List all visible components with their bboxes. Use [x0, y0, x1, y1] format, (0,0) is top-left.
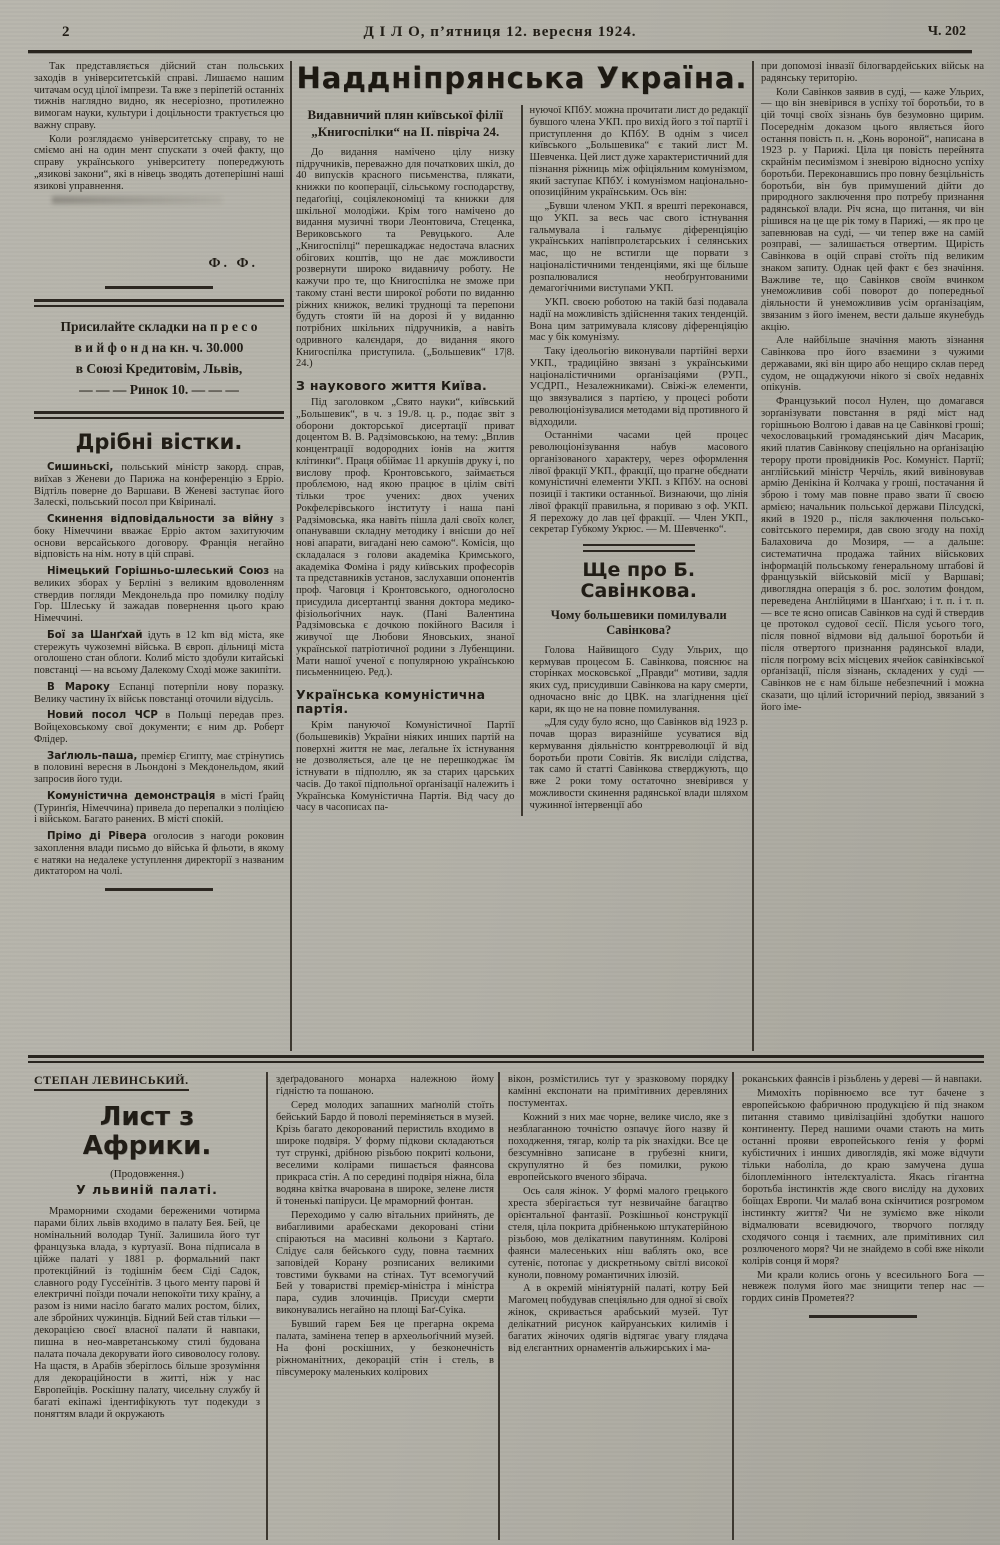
appeal-line: Присилайте складки на п р е с о — [60, 318, 258, 334]
masthead-title: Д І Л О, п’ятниця 12. вересня 1924. — [363, 24, 637, 40]
news-brief-lead: Бої за Шанґхай — [47, 629, 143, 641]
news-brief-item — [34, 462, 284, 509]
feuilleton-continuation: роканських фаянсів і різьблень у дереві — й навпаки. — [742, 1074, 983, 1085]
news-brief-text: оголосив з нагоди роковин захоплення влади письмо до війська й фльоти, в якому є натяки на недалеке уступлення директорії з названим диктатором на чолі. — [34, 831, 285, 878]
feuilleton-paragraph: Ми крали колись огонь у всесильного Бога — невжеж полумя його має знищити тепер нас — гордих синів Прометея?? — [742, 1269, 984, 1305]
column-4 — [754, 61, 986, 1051]
feuilleton-paragraph: Мимохіть порівнюємо все тут бачене з европейською фабричною продукцією й під знаком питання ставимо цивілізаційні здобутки нашого континенту. Перед нашими очами стають на мить останні прояви европейського ґенія у формі кубістичних і инших дивоглядів, які може відчути тільки наболіла, до краю замучена душа білоплемінного інтелєктуаліста. Якась гігантна боротьба інстинктів жде свого висліду на духових боїщах Европи. Чи малаб вона скінчитися розгромом інстинкту життя? Чи не зуміємо вже ніколи відмалювати всевидючого, творчого погляду сходячого сонця і таємних, але примітивних сил розлюченого моря? Чи не знайдемо в собі вже ніколи колірів сонця й моря? — [742, 1087, 984, 1267]
news-brief-item — [34, 751, 284, 786]
appeal-bottom-rule — [34, 411, 284, 419]
news-brief-item — [34, 682, 284, 706]
feuilleton-section — [30, 1072, 986, 1540]
column-1 — [30, 61, 290, 1051]
article-paragraph: Коли Савінков заявив в суді, — каже Ульрих, — що він зневірився в успіху тої боротьби, то в цій точці своїх зізнань був безумовно щирим. Посереднім доказом цього являється його остання повість п. н. „Конь вороной“, написана в 1923 р. у Парижі. Ціла ця повість перейнята скрайнім песимізмом і зневірою відносно успіху боротьби. Переконавшись про повну безцільність боротьби, він був примушений дійти до природного заключення про потребу признання радянської влади. Річ ясна, що питання, чи він рішився на це ще рік тому в Парижі, — як про це запевнював на суді, — чи тепер вже на самій розправі, — залишається отвертим. Щирість Савінкова в оцій справі стоїть під великим знаком запиту. Однак цей факт є без значіння. Важливе те, що Савінков своїм вчинком унеможливив собі поворот до попередньої діяльности й унеможливив усім орґанізаціям, звязаним з його іменем, вести дальше якунебудь акцію. — [761, 86, 984, 333]
masthead-rule — [28, 50, 972, 53]
feuilleton-byline: СТЕПАН ЛЕВИНСЬКИЙ. — [34, 1074, 189, 1091]
news-brief-text: ідуть в 12 km від міста, яке стережуть чужоземні війська. В європ. дільниці міста оголошено стан облоги. Колиб місто здобули китайські повстанці — на всьому Далекому Сході може закипіти. — [34, 629, 284, 677]
lead-paragraph: Так представляється дійсний стан польських заходів в університетській справі. Лишаємо нашим читачам осуд цілої імпрези. Та вже з періпетій останніх тижнів наглядно видно, як несеріозно, протилежно вимогам науки, культури і доцільности трактується цю важну справу. — [34, 61, 284, 131]
end-divider — [809, 1315, 917, 1318]
appeal-line: в Союзі Кредитовім, Львів, — [75, 360, 243, 376]
news-brief-text: Еспанці потерпіли нову поразку. Велику частину їх військ повстанці оточили відусіль. — [34, 681, 285, 705]
feuilleton-continuation: здеґрадованого монарха належною йому гідністю та пошаною. — [276, 1074, 494, 1097]
masthead — [0, 22, 1000, 48]
news-brief-text: в місті Ґрайц (Туринґія, Німеччина) привела до перепалки з поліцією і військом. Багато ранених. В місті спокій. — [34, 790, 284, 826]
article-paragraph: Голова Найвищого Суду Ульрих, що кермував процесом Б. Савінкова, пояснює на сторінках московської „Правди“ мотиви, задля яких суд, присудивши Савінкова на кару смерти, одночасно вніс до ЦВК. на злагіднення цієї кари, як що не на повне помилування. — [529, 644, 748, 715]
news-brief-lead: Комуністична демонстрація — [47, 790, 216, 802]
section-divider — [105, 286, 213, 289]
article-title: Українська комуністична партія. — [296, 687, 486, 717]
article-paragraph: Але найбільше значіння мають зізнання Савінкова про його взаємини з чужими державами, які він щиро або нещиро склав перед судом, не ощаджуючи нікого зі своїх недавніх опікунів. — [761, 335, 984, 394]
savinkov-article-title: Ще про Б. Савінкова. — [580, 559, 697, 603]
article-paragraph: Французький посол Нулен, що домагався зорґанізувати повстання в ряді міст над горішньою Волгою і давав на це Савінкові гроші; чехословацький громадянський діяч Масарик, який платив Савінкову спеціяльно на орґанізацію терору проти провідників Рос. Комуніст. Партії; англійський міністр Черчіль, який вивіновував армію Денікіна й Колчака у гроші, постачання й зброю і тому мав повне право звати її своєю армією; начальник польської держави Пілсудскі, який в 1920 р., після заключення польсько-совітського перемиря, дав свою згоду на похід Балаховича до Мозиря, — а дальше: систематична продажа тайних військових інформацій польському ґенеральному штабові й французькій військовій місії у Варшаві; дивоглядна операція з б. рос. золотим фондом, переведена Анґлійцями в Шанґхаю; і т. п. і т. п. — все те ясно описав Савінков на суді й ствердив це протокол судової сесії. Після усього того, після повної відмови від дальшої боротьби й після отвертого признання радянської влади, після погрому всіх місцевих ячейок савінківської орґанізації, після зізнань, складених у суді — Савінков не є нам більше небезпечний і можна сказати, що цілий історичний період, звязаний з його іме- — [761, 396, 984, 713]
article-continuation: нуючої КПбУ. можна прочитати лист до редакції бувшого члена УКП. про вихід його з тої партії і приступлення до КПбУ. В однім з чисел київського „Большевика“ є такий лист М. Шевченка. Цей лист дуже характеристичний для пізнання ріжниць між офіціяльним комунізмом, який заступає КПбУ. і комунізмом національно-опозиційним українським. Ось він: — [529, 105, 748, 199]
press-fund-appeal — [34, 299, 284, 419]
feuilleton-continuation: вікон, розмістились тут у зразковому порядку камінні експонати на примітивних деревляних постументах. — [508, 1074, 728, 1109]
news-brief-text: на великих зборах у Берліні з великим вдоволенням ствердив погляди Мекдонельда про помилку поділу Гор. Шлеську й зажадав повернення цього краю Німеччині. — [34, 566, 285, 625]
feuilleton-divider — [28, 1055, 984, 1063]
feuilleton-paragraph: Серед молодих запашних маґнолій стоїть бейський Бардо й поволі переміняється в музей. Крізь багато декорований перистиль входимо в широке подвіря. У форму підкови складаються тут стрункі, дрібною різьбою покриті кольони, веселими колірами пишається фаянсова прикраса стін. А по середині подвіря ніжна, біла водяна квітка вчарована в широке, зелене листя й тоненькі папіруси. Це мраморний фонтан. — [276, 1099, 494, 1207]
appeal-line: в и й ф о н д на кн. ч. 30.000 — [74, 339, 244, 355]
feuilleton-column-2 — [266, 1072, 498, 1540]
appeal-line: — — — Ринок 10. — — — — [79, 381, 239, 397]
section-divider — [105, 888, 213, 891]
news-brief-lead: Скинення відповідальности за війну — [47, 514, 274, 526]
article-body: До видання намічено цілу низку підручників, переважно для початкових шкіл, до 40 випусків красного письменства, плякати, книжки по кооперації, сільському господарству, педаґоґіці, соціялекономіці та книжки для шкільної молодіжи. Крім того намічено до видання музичні твори Леонтовича, Стеценка, Вериковського та Ревуцького. Але „Книгоспілці“ перешкаджає недостача власних обігових коштів, що не дає можливости розвернути широко видавничу роботу. Не кажучи про те, що Книгоспілка не зможе при такому стані вести широкої роботи по виданню ріжних книжок, великі труднощі та перепони будуть стояти їй на дорозі й у виданню потрібних шкільних підручників, а навіть одривного калєндаря, до видання якого Книгоспілка приступила. („Большевик“ 17|8. 24.) — [296, 146, 515, 370]
article-paragraph: Останніми часами цей процес революціонізування набув масового організованого характеру, через оформлення лівої фракції УКП., фракції, що прагне обєднати комуністичні елементи УКП. з КПбУ. на основі позиції і тактики останньої. Визнаючи, що лінія лівої фракції правильна, я пориваю з оф. УКП. Я перехожу до лав цеї фракції. — Член УКП., секретар Губкому Укрюс. — М. Шевченко“. — [529, 430, 748, 536]
main-headline: Наддніпрянська Україна. — [296, 61, 748, 95]
article-continuation: при допомозі інвазії білогвардейських військ на радянську територію. — [761, 61, 984, 84]
savinkov-article-subtitle: Чому большевики помилували Савінкова? — [550, 607, 727, 638]
article-paragraph: УКП. своєю роботою на такій базі подавала надії на можливість здійснення таких тенденцій. Вона цим затримувала клясову діференціяцію мас у бік комунізму. — [529, 297, 748, 344]
appeal-top-rule — [34, 299, 284, 307]
feuilleton-paragraph: Бувший гарем Бея це прегарна окрема палата, замінена тепер в археольоґічний музей. На фоні роскішних, у безконечність ріжноманітних, декорацій стін і стель, в півсумероку маленьких колірових — [276, 1319, 494, 1379]
feuilleton-title: Лист з Африки. — [82, 1101, 212, 1162]
news-brief-lead: Прімо ді Рівера — [47, 831, 147, 843]
feuilleton-subtitle: У львиній палаті. — [76, 1182, 218, 1198]
top-section — [30, 61, 986, 1051]
news-brief-lead: Заґлюль-паша, — [47, 750, 138, 762]
feuilleton-paragraph: А в окремій мініятурній палаті, котру Бей Магомец побудував спеціяльно для одної зі своїх жінок, скривається арабський музей. Тут делікатний рисунок кайруанських килимів і багатих жіночих одягів відтягає увагу глядача від елєгантних орнаментів альжирських і ма- — [508, 1283, 728, 1355]
columns-2-3 — [292, 61, 752, 1051]
feuilleton-paragraph: Переходимо у салю вітальних прийнять, де вибагливими арабесками декоровані стіни спіраються на масивні кольони з Картаґо. Слідує саля бейського суду, повна таємних заповідей Корану розписаних великими товстими буквами на стінах. Тут всемогучий Бей у товаристві премієр-міністра і міністра пара, судив злочинців. Присуди смерти виконувались негайно на площі Баґ-Суіка. — [276, 1209, 494, 1317]
news-brief-item — [34, 514, 284, 561]
lead-paragraph: Коли розглядаємо університетську справу, то не сміємо ані на один мент спускати з очей факту, що справу українського університету попереджують „язикові закони“, які в нівець зводять дотеперішні наші язикові управнення. — [34, 133, 284, 192]
column-2 — [294, 105, 521, 816]
news-brief-lead: В Мароку — [47, 681, 110, 693]
feuilleton-column-1 — [30, 1072, 266, 1540]
news-brief-item — [34, 630, 284, 677]
feuilleton-paragraph: Кожний з них має чорне, велике число, яке з незблаганною точністю озпачує його назву й походження, тягар, колір та рік знахідки. Все це безсумнівно записане в грубезні книги, скрупулятно й без помилки, рукою европейського вченого збірача. — [508, 1111, 728, 1183]
feuilleton-continuation-note: (Продовження.) — [110, 1167, 184, 1180]
column-3 — [521, 105, 751, 816]
print-smudge — [52, 196, 222, 204]
news-brief-text: польський міністр закорд. справ, виїхав з Женеви до Парижа на конференцію з Ерріо. Відтіль поверне до Варшави. В Женеві заступає його Залескі, польський посол при Квіриналі. — [34, 462, 284, 509]
news-brief-item — [34, 566, 284, 625]
news-brief-text: в Польщі передав през. Войцеховському свої документи; є ним др. Роберт Флідер. — [34, 710, 284, 745]
news-brief-item — [34, 831, 284, 878]
news-brief-item — [34, 710, 284, 745]
article-title: Видавничий плян київської філії „Книгоспілки“ на ІІ. півріча 24. — [307, 107, 504, 139]
article-paragraph: Таку ідеольогію виконували партійні верхи УКП., традиційно звязані з українськими націоналістичними орґанізаціями (РУП., УСДРП., Незалежниками). Свіжі-ж елементи, що звязувалися з партією, у процесі роботи революціонізувалися методами від противного й відходили. — [529, 346, 748, 428]
feuilleton-column-4 — [732, 1072, 986, 1540]
news-briefs-title: Дрібні вістки. — [75, 429, 243, 454]
author-initials: Ф. Ф. — [208, 256, 258, 272]
news-brief-lead: Новий посол ЧСР — [47, 710, 158, 722]
article-paragraph: „Бувши членом УКП. я врешті переконався, що УКП. за весь час свого істнування гальмувала і гальмує діференціяцію українських напівпролєтарських і селянських мас, що не встигли ще порвати з націоналістичними тенденціями, які ще більше розпалювалися необґрунтованими демагогічними виступами УКП. — [529, 201, 748, 295]
appeal-text — [34, 313, 284, 405]
news-brief-item — [34, 791, 284, 826]
article-body: Крім пануючої Комуністичної Партії (большевиків) України ніяких инших партій на поверхні життя не має, леґальне їх істнування не дозволяється, але це не перешкоджає їм істнувати в підполлю, як за старих царських часів. До такої підпольної орґанізації належить і Українська Комуністична Партія. Від часу до часу в часописах па- — [296, 720, 515, 814]
news-brief-text: з боку Німеччини вважає Ерріо актом захитуючим основи версайського договору. Франція негайно відповість на нім. ноту в цій справі. — [34, 514, 284, 561]
news-brief-lead: Німецький Горішньо-шлеський Союз — [47, 566, 270, 578]
news-brief-lead: Сишиньскі, — [47, 462, 114, 474]
page-number: 2 — [62, 24, 70, 40]
article-title: З наукового життя Київа. — [296, 378, 488, 394]
news-brief-text: премієр Єгипту, має стрінутись в половині вересня в Льондоні з Мекдонельдом, який запросив його туди. — [34, 750, 284, 786]
article-paragraph: „Для суду було ясно, що Савінков від 1923 р. почав щораз виразнійше усуватися від кермування діяльністю контрреволюції й від боротьби проти Совітів. Як висліди слідства, так само й статті Савінкова стверджують, що вже 2 роки тому остаточно зневірився у можливости скинення радянської влади шляхом чужинної інтервенції або — [529, 717, 748, 811]
feuilleton-paragraph: Ось саля жінок. У формі малого грецького хреста зберігається тут незвичайне багацтво орієнтальної фантазії. Розкішньої конструкції стеля, ціла покрита дрібненькою штукатерійною різьбою, мов делікатним павутинням. Колірові фаянси малесеньких ніш ваблять око, все сутеніє, потопає у дискретньому світлі високої куноли, повному романтичних ілюзій. — [508, 1185, 728, 1281]
section-divider — [583, 544, 695, 552]
feuilleton-paragraph: Мраморними сходами береженими чотирма парами білих львів входимо в палату Бея. Бей, це номінальний володар Тунії. Залишила його тут французька влада, з куртуазії. Вона підписала в ційже палаті у 1881 р. формальний пакт протекційний із тодішнім беєм Сіді Садок, славного роду Гуссеїнітів. З цього менту парові й електричні поїзди почали непокоїти тиху країну, а разом із ними насіло багато малих ростом, білих, але збройних чужинців. Бідний Бей став тільки — декорацією своєї власної палати й навпаки, пишна в нео-мавретанському стилі будована палата почала декорувати його сивоволосу голову. На щастя, в Арабів зберіглось більше зрозуміння для декораційности в житті, ніж у нас Европейців. Роскішну палату, чисельну службу й багаті екіпажі ідентифікують тут подекуди з поняттям влади й окружають — [34, 1205, 260, 1421]
feuilleton-column-3 — [498, 1072, 732, 1540]
issue-number: Ч. 202 — [927, 24, 966, 39]
article-body: Під заголовком „Свято науки“, київський „Большевик“, в ч. з 19./8. ц. р., подає звіт з оборони докторської дисертації приват доцентом В. В. Радзімовською, на тему: „Вплив концентрації водородних іонів на життя клітинки“. Праця обіймає 11 аркушів друку і, по вислову проф. Кронтовського, займається проблємою, над якою працює в цілім світі тільки троє учених: двох учених Рокфелєрівського інституту і наша пані Радзімовська, яка навіть пішла далі своїх колєг, опанувавши складну методику і внісши до неї нові апарати, вигадані нею самою“. Комісія, що складалася з голови академіка Кримського, академіка Фоміна і ряду київських професорів та представників установ, заслухавши опонентів проф. Чаговця і Кронтовського, одноголосно присудила дисертантці звання доктора медико-фізіольоґічних наук. (Пані Валентина Радзімовська є дочкою покійного Василя і живучої ще Любови Яновських, знаної української патріотичної родини з Лубенщини. Мати нашої ученої є популярною українською письменницею. Ред.). — [296, 397, 515, 679]
